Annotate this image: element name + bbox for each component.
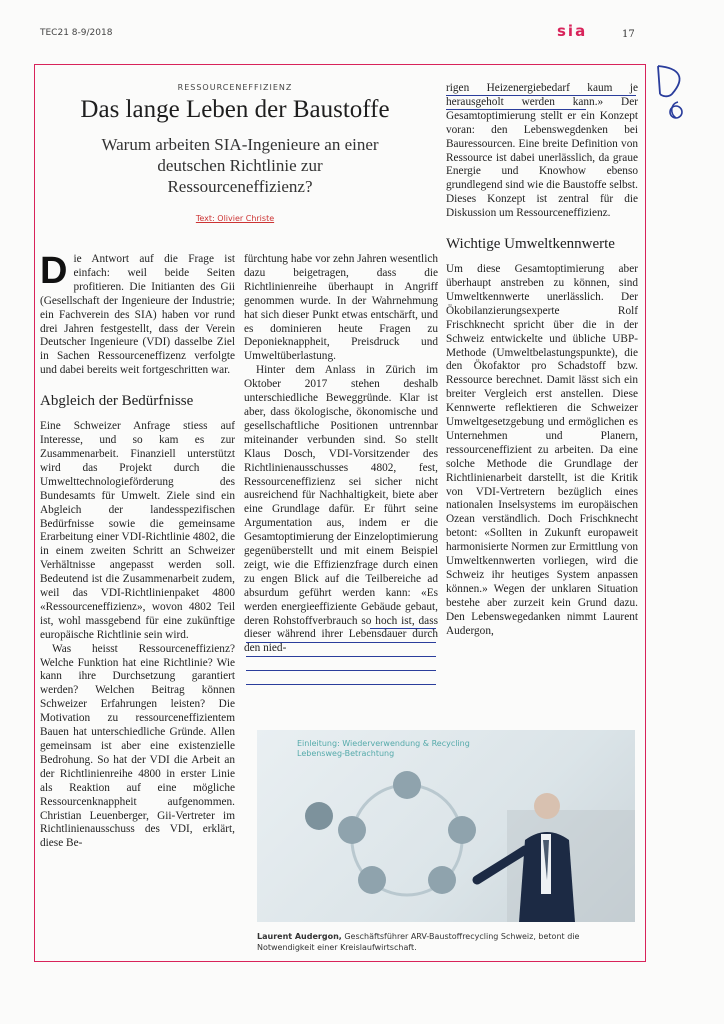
handwritten-underline — [446, 95, 636, 96]
paragraph: ie Antwort auf die Frage ist einfach: weil beide Seiten profitieren. Die Initianten des Gii (Gesellschaft der Ingenieure der Industrie; ein Fachverein des SIA) haben vor rund drei Jahren festgestellt, dass der Verein Deutscher Ingenieure (VDI) dasselbe Ziel in Sachen Ressourceneffizenz verfolgte und dabei bereits weit fortgeschritten war. — [40, 253, 235, 377]
handwritten-underline — [246, 670, 436, 671]
slide-diagram — [257, 730, 635, 922]
handwritten-underline — [246, 684, 436, 685]
photo-caption — [257, 931, 635, 953]
caption-text: Geschäftsführer ARV-Baustoffrecycling Schweiz, betont die Notwendigkeit einer Kreislaufwirtschaft. — [257, 932, 580, 952]
section-heading: Abgleich der Bedürfnisse — [40, 393, 194, 410]
paragraph: Eine Schweizer Anfrage stiess auf Interesse, und so kam es zur Zusammenarbeit. Finanziell unterstützt wird das Projekt durch die Umwelttechnologieförderung des Bundesamts für Umwelt. Ziele sind ein Abgleich der landesspezifischen Bedürfnisse sowie die gemeinsame Erarbeitung einer VDI-Richtlinie 4802, die in einem zweiten Schritt an Schweizer Verhältnisse angepasst werden soll. Bedeutend ist die Zusammenarbeit zudem, weil das VDI-Richtlinienpaket 4800 «Ressourceneffizienz», wovon 4802 Teil ist, wohl massgebend für eine zukünftige europäische Richtlinie sein wird. — [40, 420, 235, 641]
paragraph: Was heisst Ressourceneffizienz? Welche Funktion hat eine Richtlinie? Wie kann ihre Durchsetzung garantiert werden? Welchen Beitrag können Schweizer Erfahrungen leisten? Die Motivation zu ressourceneffizientem Bauen hat unterschiedliche Gründe. Allen gemeinsam ist aber eine existenzielle Bedrohung. So hat der VDI die Arbeit an der Richtlinienreihe 4800 in erster Linie als Reaktion auf eine mögliche Ressourcenknappheit aufgenommen. Christian Leuenberger, Gii-Vertreter im Richtlinienausschuss des VDI, erklärt, diese Be- — [40, 642, 235, 850]
issue-label: TEC21 8-9/2018 — [40, 28, 113, 38]
slide-subtitle: Lebensweg-Betrachtung — [297, 749, 395, 758]
drop-cap: D — [40, 253, 68, 292]
text-column-3 — [446, 82, 638, 712]
frame-right — [645, 64, 646, 962]
paragraph: fürchtung habe vor zehn Jahren wesentlich dazu beigetragen, dass die Richtlinienreihe überhaupt in Angriff genommen wurde. In der Wahrnehmung hat sich dieser Punkt etwas entschärft, und es dominieren heute Fragen zu Deponieknappheit, Preisdruck und Umweltüberlastung. — [244, 253, 438, 363]
text-column-1 — [40, 253, 235, 953]
article-byline: Text: Olivier Christe — [195, 214, 275, 223]
frame-bottom — [34, 961, 646, 962]
paragraph: Um diese Gesamtoptimierung aber überhaupt anstreben zu können, sind Umweltkennwerte unerlässlich. Der Ökobilanzierungsexperte Rolf Frischknecht spricht über die in der Schweiz entwickelte und übliche UBP-Methode (Umweltbelastungspunkte), die den Ökofaktor pro Schadstoff bzw. Ressource berechnet. Damit lässt sich ein breiter Vergleich erst anstellen. Diese Kennwerte reflektieren die Schweizer Umweltgesetzgebung und ermöglichen es Unternehmen und Planern, ressourceneffizient zu arbeiten. Da eine solche Methode die Grundlage der Richtlinienarbeit darstellt, ist die Kritik von VDI-Vertretern bezüglich eines nationalen Inselsystems im europäischen Ozean verständlich. Doch Frischknecht betont: «Sollten in Zukunft europaweit harmonisierte Normen zur Ermittlung von Umweltkennwerten vorliegen, wird die Schweiz ihr heutiges System anpassen können.» Wegen der unklaren Situation bestehe aber zurzeit kein Grund dazu. Den Lebenswegedanken nimmt Laurent Audergon, — [446, 263, 638, 637]
text-column-2 — [244, 253, 438, 708]
article-kicker: RESSOURCENEFFIZIENZ — [177, 83, 293, 92]
handwritten-underline — [446, 109, 586, 110]
frame-left — [34, 64, 35, 962]
paragraph: rigen Heizenergiebedarf kaum je herausgeholt werden kann.» Der Gesamtoptimierung stellt er ein Konzept voran: den Lebenswegdenken bei Bauressourcen. Eine breite Definition von Ressource ist dabei unerlässlich, da graue Energie und Knowhow ebenso grundlegend sind wie die Baustoffe selbst. Dieses Konzept ist zentral für die Diskussion um Ressourceneffizienz. — [446, 82, 638, 220]
handwritten-underline — [246, 642, 436, 643]
handwritten-underline — [370, 628, 436, 629]
article-title: Das lange Leben der Baustoffe — [80, 96, 390, 123]
paragraph: Hinter dem Anlass in Zürich im Oktober 2017 stehen deshalb unterschiedliche Beweggründe. Klar ist aber, dass ökologische, ökonomische und gesellschaftliche Positionen untrennbar miteinander verbunden sind. So stellt Klaus Dosch, VDI-Vorsitzender des Richtlinienausschusses 4802, fest, Ressourceneffizienz sei sicher nicht ausreichend für Nachhaltigkeit, biete aber eine Grundlage dafür. Er führt seine Argumentation aus, indem er die Gesamtoptimierung der Einzeloptimierung gegenüberstellt und mit einem Beispiel zeigt, wie die Effizienzfrage durch einen zu engen Blick auf die Teilbereiche ad absurdum geführt werden kann: «Es werden energieeffiziente Gebäude gebaut, deren Rohstoffverbrauch so hoch ist, dass dieser während ihrer Lebensdauer durch den nied- — [244, 364, 438, 655]
handwritten-underline — [246, 656, 436, 657]
frame-top — [34, 64, 646, 65]
section-heading: Wichtige Umweltkennwerte — [446, 236, 615, 253]
page-number: 17 — [622, 29, 635, 40]
caption-name: Laurent Audergon, — [257, 932, 342, 941]
conference-photo — [257, 730, 635, 922]
article-subtitle: Warum arbeiten SIA-Ingenieure an einer deutschen Richtlinie zur Ressourceneffizienz? — [101, 135, 379, 196]
slide-title: Einleitung: Wiederverwendung & Recycling — [297, 739, 470, 748]
sia-logo: sia — [557, 22, 588, 40]
handwritten-d-mark — [652, 60, 692, 120]
